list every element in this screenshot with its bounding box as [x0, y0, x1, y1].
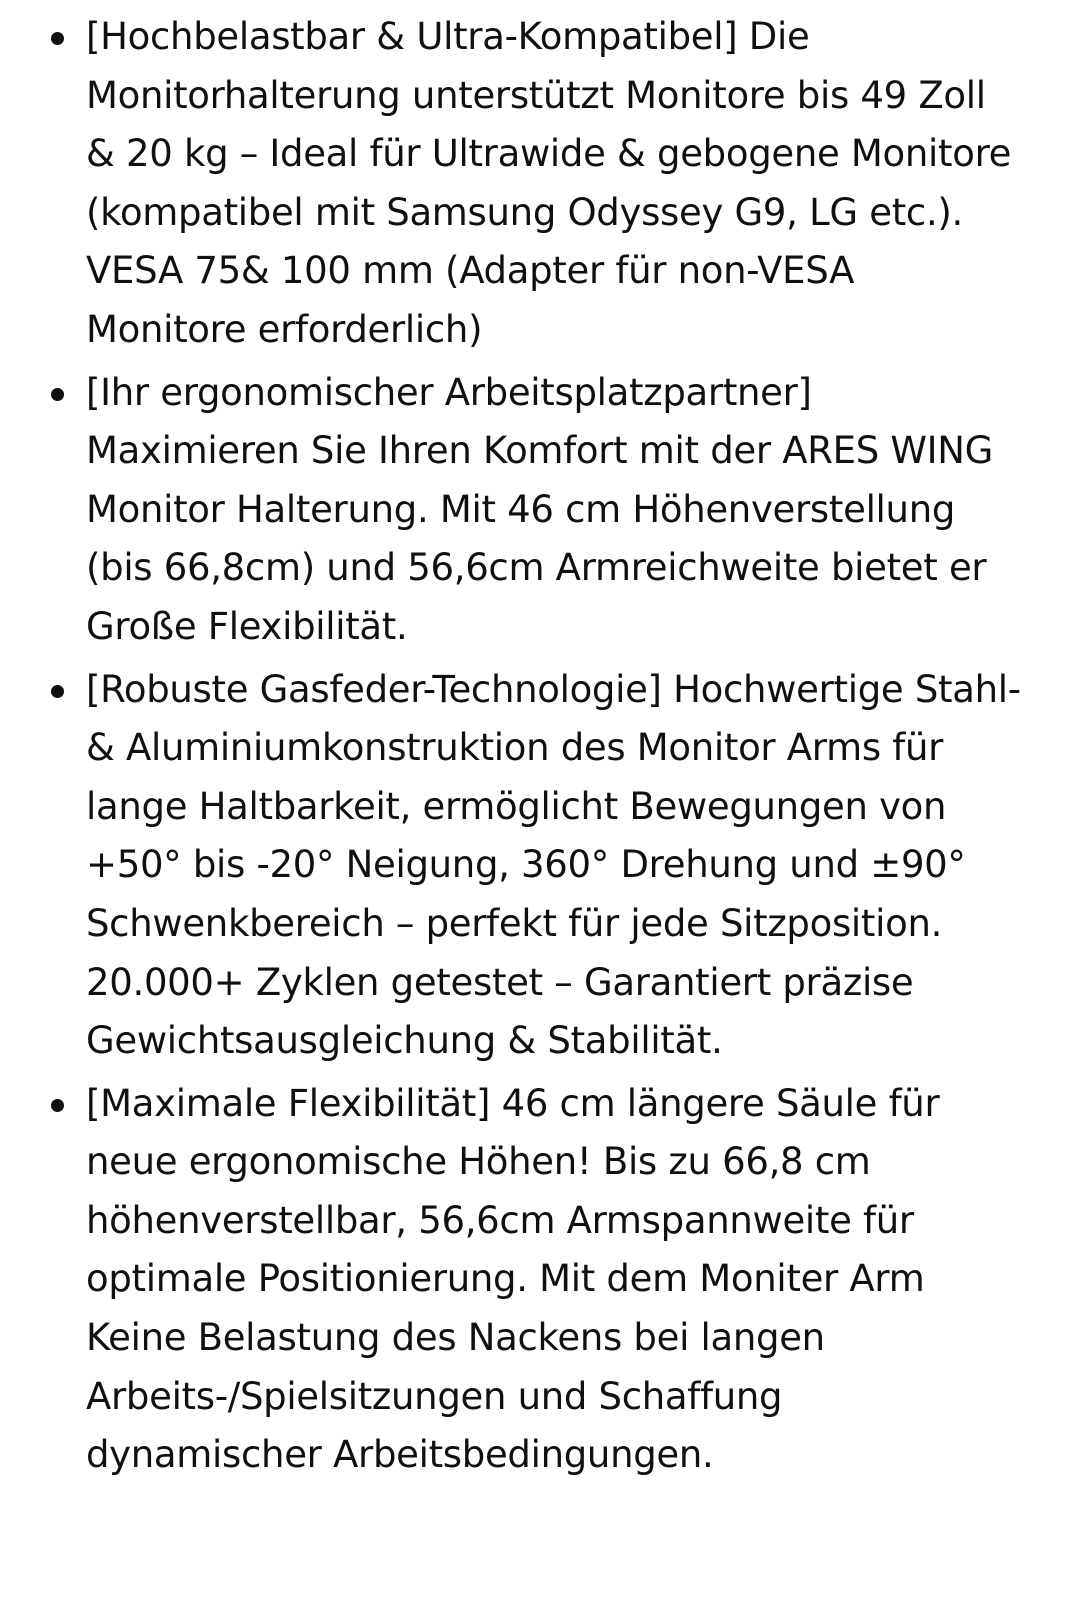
- bullet-icon: [51, 388, 64, 401]
- bullet-icon: [51, 1099, 64, 1112]
- feature-text: [Hochbelastbar & Ultra-Kompatibel] Die Monitorhalterung unterstützt Monitore bis 49 Zoll & 20 kg – Ideal für Ultrawide & gebogene Monitore (kompatibel mit Samsung Odyssey G9, LG etc.). VESA 75& 100 mm (Adapter für non-VESA Monitore erforderlich): [86, 15, 1012, 351]
- list-item: [0, 364, 1068, 657]
- bullet-icon: [51, 32, 64, 45]
- feature-text: [Robuste Gasfeder-Technologie] Hochwertige Stahl- & Aluminiumkonstruktion des Monitor Arms für lange Haltbarkeit, ermöglicht Bewegungen von +50° bis -20° Neigung, 360° Drehung und ±90° Schwenkbereich – perfekt für jede Sitzposition. 20.000+ Zyklen getestet – Garantiert präzise Gewichtsausgleichung & Stabilität.: [86, 667, 1021, 1063]
- feature-bullet-list: [0, 8, 1068, 1489]
- list-item: [0, 1075, 1068, 1485]
- list-item: [0, 8, 1068, 360]
- feature-text: [Ihr ergonomischer Arbeitsplatzpartner] Maximieren Sie Ihren Komfort mit der ARES WING Monitor Halterung. Mit 46 cm Höhenverstellung (bis 66,8cm) und 56,6cm Armreichweite bietet er Große Flexibilität.: [86, 370, 994, 648]
- bullet-icon: [51, 685, 64, 698]
- feature-text: [Maximale Flexibilität] 46 cm längere Säule für neue ergonomische Höhen! Bis zu 66,8 cm höhenverstellbar, 56,6cm Armspannweite für optimale Positionierung. Mit dem Moniter Arm Keine Belastung des Nackens bei langen Arbeits-/Spielsitzungen und Schaffung dynamischer Arbeitsbedingungen.: [86, 1081, 940, 1477]
- list-item: [0, 661, 1068, 1071]
